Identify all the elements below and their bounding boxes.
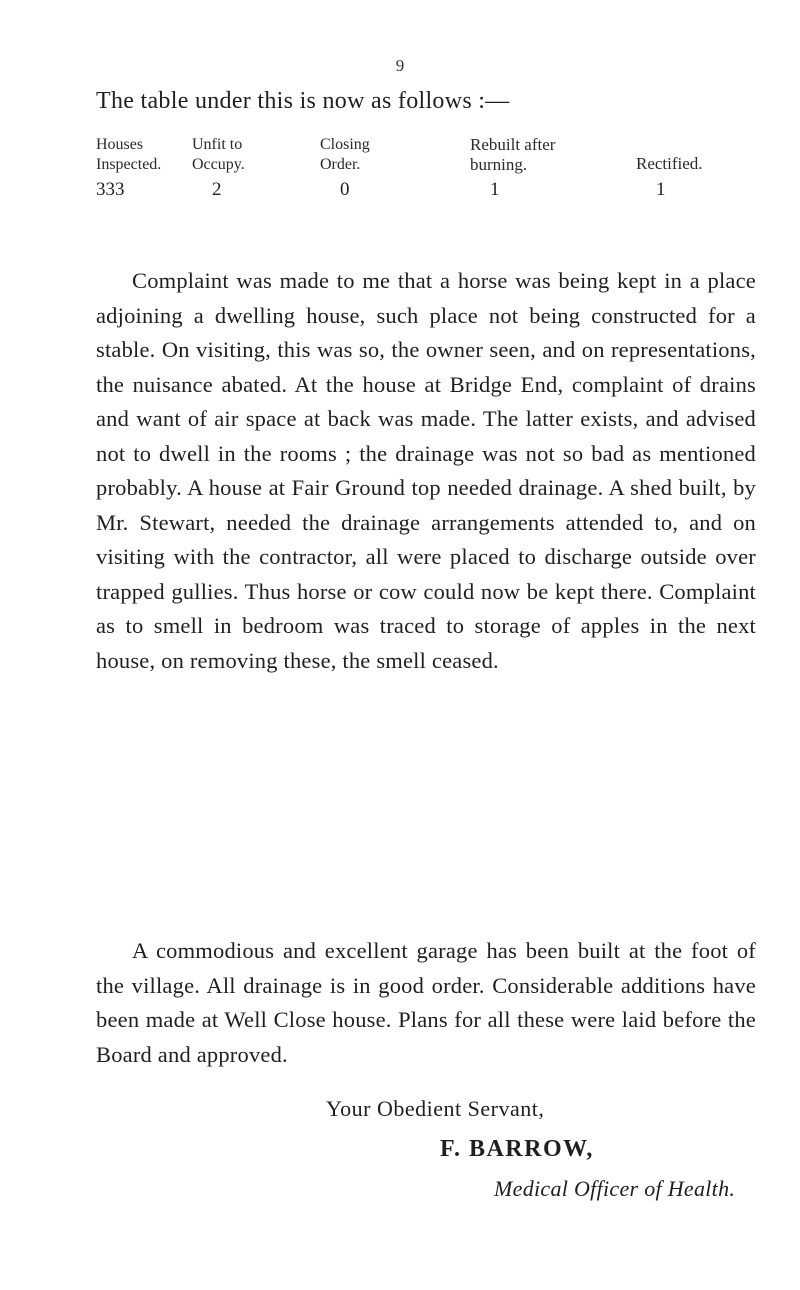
value-closing-order: 0 (340, 179, 350, 200)
value-unfit-to-occupy: 2 (212, 179, 222, 200)
header-line: Order. (320, 156, 361, 173)
paragraph-complaints: Complaint was made to me that a horse was being kept in a place adjoining a dwelling house, such place not being constructed for a stable. On visiting, this was so, the owner seen, and on representations, the nuisance abated. At the house at Bridge End, complaint of drains and want of air space at back was made. The latter exists, and advised not to dwell in the rooms ; the drainage was not so bad as mentioned probably. A house at Fair Ground top needed drainage. A shed built, by Mr. Stewart, needed the drainage arrangements attended to, and on visiting with the contractor, all were placed to discharge outside over trapped gullies. Thus horse or cow could now be kept there. Complaint as to smell in bedroom was traced to storage of apples in the next house, on removing these, the smell ceased. (96, 268, 756, 673)
paragraph-garage: A commodious and excellent garage has been built at the foot of the village. All drainage is in good order. Considerable additions have been made at Well Close house. Plans for all these were laid before the Board and approved. (96, 938, 756, 1067)
table-row (96, 175, 756, 201)
page-number: 9 (395, 56, 405, 75)
table-header-row (96, 135, 756, 175)
header-line: Inspected. (96, 156, 162, 173)
header-houses-inspected (96, 135, 192, 175)
header-line: burning. (470, 155, 528, 174)
value-rectified: 1 (656, 179, 666, 200)
header-rectified (636, 135, 756, 175)
closing-salutation: Your Obedient Servant, (326, 1096, 545, 1121)
header-rebuilt-after-burning (470, 135, 636, 175)
housing-table (96, 135, 756, 201)
signatory-name: F. BARROW, (440, 1136, 594, 1162)
value-rebuilt-after-burning: 1 (490, 179, 500, 200)
header-closing-order (320, 135, 470, 175)
header-line: Houses (96, 136, 144, 153)
header-unfit-to-occupy (192, 135, 320, 175)
header-line: Rectified. (636, 154, 703, 173)
table-intro: The table under this is now as follows :— (96, 88, 510, 114)
header-line: Unfit to (192, 136, 243, 153)
header-line: Closing (320, 136, 370, 153)
signatory-title: Medical Officer of Health. (494, 1176, 736, 1201)
header-line: Occupy. (192, 156, 245, 173)
value-houses-inspected: 333 (96, 179, 125, 200)
header-line: Rebuilt after (470, 135, 556, 154)
